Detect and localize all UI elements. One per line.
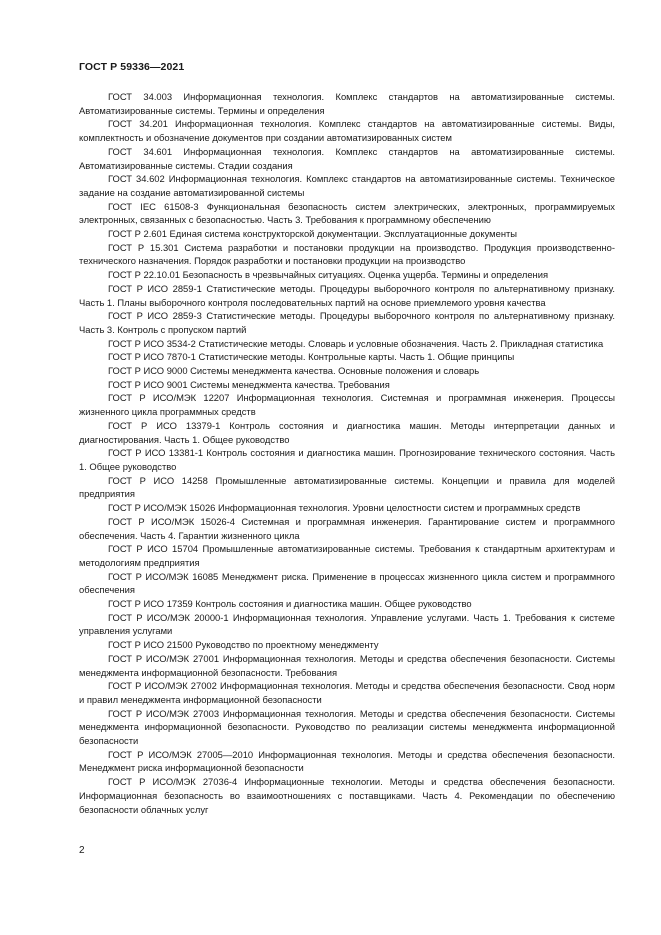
reference-entry: ГОСТ Р ИСО 15704 Промышленные автоматизированные системы. Требования к стандартным архитектурам и методологиям предприятия — [79, 543, 615, 568]
reference-entry: ГОСТ Р ИСО 9000 Системы менеджмента качества. Основные положения и словарь — [108, 365, 480, 377]
reference-entry: ГОСТ 34.602 Информационная технология. Комплекс стандартов на автоматизированные системы. Техническое задание на создание автоматизированной системы — [79, 173, 615, 198]
reference-entry: ГОСТ IEC 61508-3 Функциональная безопасность систем электрических, электронных, программируемых электронных, связанных с безопасностью. Часть 3. Требования к программному обеспечению — [79, 200, 615, 226]
reference-entry: ГОСТ Р ИСО/МЭК 27002 Информационная технология. Методы и средства обеспечения безопасности. Свод норм и правил менеджмента информационной безопасности — [79, 680, 615, 705]
reference-entry: ГОСТ Р ИСО 21500 Руководство по проектному менеджменту — [108, 639, 379, 651]
reference-entry: ГОСТ Р ИСО/МЭК 16085 Менеджмент риска. Применение в процессах жизненного цикла систем и программного обеспечения — [79, 570, 615, 596]
reference-entry: ГОСТ Р ИСО/МЭК 27005—2010 Информационная технология. Методы и средства обеспечения безопасности. Менеджмент риска информационной безопасности — [79, 748, 615, 774]
reference-entry: ГОСТ Р ИСО/МЭК 20000-1 Информационная технология. Управление услугами. Часть 1. Требования к системе управления услугами — [79, 611, 615, 637]
reference-entry: ГОСТ Р ИСО/МЭК 15026-4 Системная и программная инженерия. Гарантирование систем и программного обеспечения. Часть 4. Гарантии жизненного цикла — [79, 515, 615, 541]
reference-entry: ГОСТ Р 15.301 Система разработки и постановки продукции на производство. Продукция производственно-технического назначения. Порядок разработки и постановки продукции на производство — [79, 241, 615, 267]
page-header-title: ГОСТ Р 59336—2021 — [79, 61, 185, 73]
reference-entry: ГОСТ Р ИСО 14258 Промышленные автоматизированные системы. Концепции и правила для моделей предприятия — [79, 474, 615, 500]
reference-entry: ГОСТ Р ИСО 13381-1 Контроль состояния и диагностика машин. Прогнозирование технического состояния. Часть 1. Общее руководство — [79, 447, 615, 472]
reference-entry: ГОСТ Р ИСО/МЭК 12207 Информационная технология. Системная и программная инженерия. Процессы жизненного цикла программных средств — [79, 392, 615, 418]
reference-entry: ГОСТ Р ИСО 17359 Контроль состояния и диагностика машин. Общее руководство — [108, 598, 472, 610]
reference-entry: ГОСТ 34.601 Информационная технология. Комплекс стандартов на автоматизированные системы. Автоматизированные системы. Стадии создания — [79, 145, 615, 171]
reference-entry: ГОСТ Р ИСО 2859-3 Статистические методы. Процедуры выборочного контроля по альтернативному признаку. Часть 3. Контроль с пропуском партий — [79, 310, 615, 335]
reference-entry: ГОСТ Р ИСО 2859-1 Статистические методы. Процедуры выборочного контроля по альтернативному признаку. Часть 1. Планы выборочного контроля последовательных партий на основе приемлемого уровня качества — [79, 282, 615, 308]
reference-entry: ГОСТ Р ИСО/МЭК 27036-4 Информационные технологии. Методы и средства обеспечения безопасности. Информационная безопасность во взаимоотношениях с поставщиками. Часть 4. Рекомендации по обеспечению безопасности облачных услуг — [79, 776, 615, 815]
reference-entry: ГОСТ Р ИСО 7870-1 Статистические методы. Контрольные карты. Часть 1. Общие принципы — [108, 351, 515, 363]
reference-entry: ГОСТ Р ИСО 9001 Системы менеджмента качества. Требования — [108, 378, 390, 390]
reference-entry: ГОСТ Р ИСО 3534-2 Статистические методы. Словарь и условные обозначения. Часть 2. Прикладная статистика — [108, 337, 604, 349]
reference-entry: ГОСТ Р ИСО 13379-1 Контроль состояния и диагностика машин. Методы интерпретации данных и диагностирования. Часть 1. Общее руководство — [79, 419, 615, 445]
reference-entry: ГОСТ 34.201 Информационная технология. Комплекс стандартов на автоматизированные системы. Виды, комплектность и обозначение документов при создании автоматизированных систем — [79, 118, 615, 144]
normative-references-list — [79, 90, 615, 816]
reference-entry: ГОСТ Р 22.10.01 Безопасность в чрезвычайных ситуациях. Оценка ущерба. Термины и определения — [108, 269, 549, 281]
reference-entry: ГОСТ Р 2.601 Единая система конструкторской документации. Эксплуатационные документы — [108, 228, 518, 240]
reference-entry: ГОСТ Р ИСО/МЭК 15026 Информационная технология. Уровни целостности систем и программных средств — [108, 502, 581, 514]
reference-entry: ГОСТ Р ИСО/МЭК 27003 Информационная технология. Методы и средства обеспечения безопасности. Системы менеджмента информационной безопасности. Руководство по реализации системы менеджмента информационной безопасности — [79, 707, 615, 747]
page-number: 2 — [79, 845, 85, 856]
reference-entry: ГОСТ 34.003 Информационная технология. Комплекс стандартов на автоматизированные системы. Автоматизированные системы. Термины и определения — [79, 91, 615, 116]
reference-entry: ГОСТ Р ИСО/МЭК 27001 Информационная технология. Методы и средства обеспечения безопасности. Системы менеджмента информационной безопасности. Требования — [79, 652, 615, 678]
